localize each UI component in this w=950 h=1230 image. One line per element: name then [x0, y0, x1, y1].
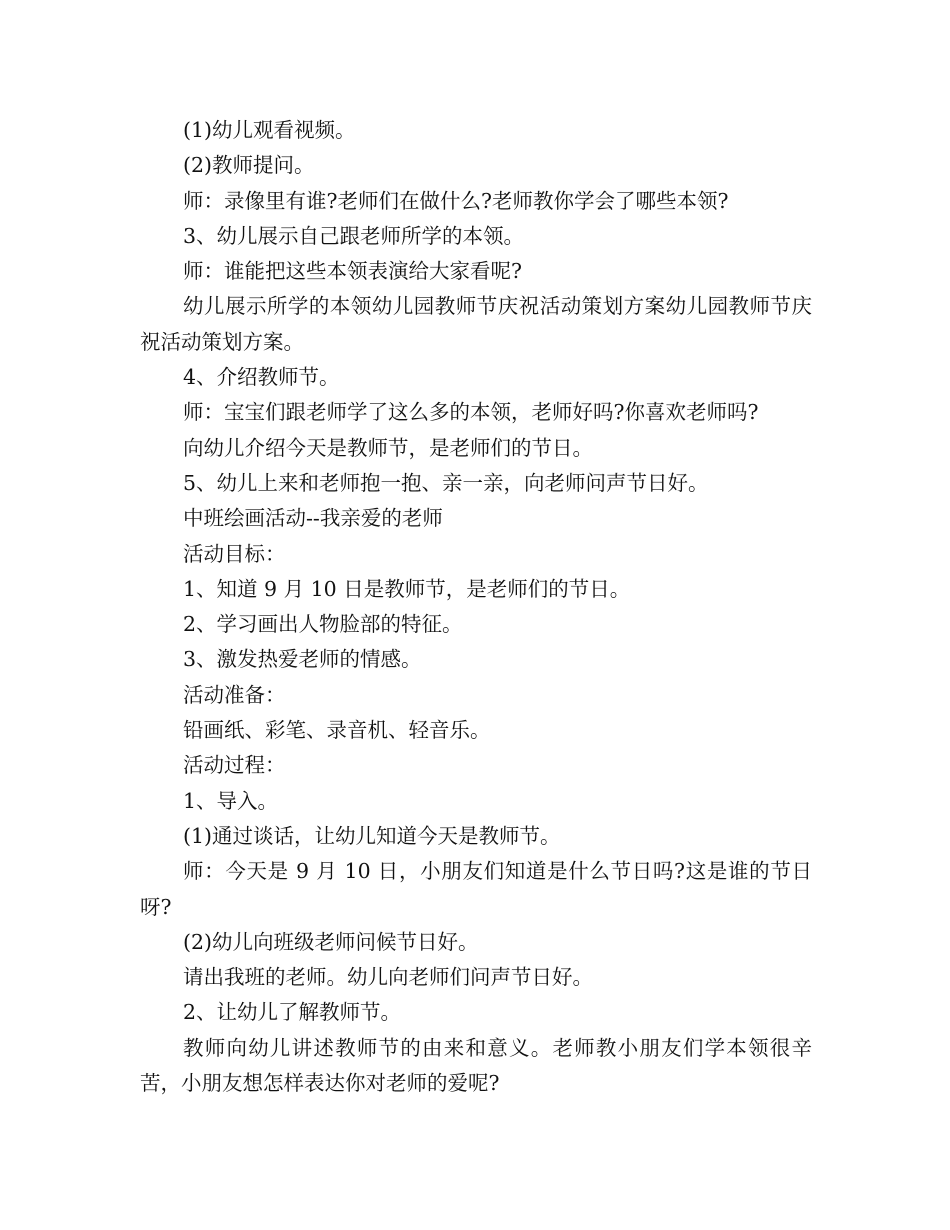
paragraph: 2、学习画出人物脸部的特征。 [183, 612, 463, 637]
paragraph: 5、幼儿上来和老师抱一抱、亲一亲，向老师问声节日好。 [183, 470, 709, 495]
paragraph: 3、激发热爱老师的情感。 [183, 647, 422, 672]
paragraph: (2)幼儿向班级老师问候节日好。 [183, 929, 479, 954]
paragraph: 幼儿展示所学的本领幼儿园教师节庆祝活动策划方案幼儿园教师节庆祝活动策划方案。 [140, 294, 812, 354]
paragraph: (2)教师提问。 [183, 153, 315, 178]
paragraph: 师：今天是 9 月 10 日，小朋友们知道是什么节日吗?这是谁的节日呀? [140, 859, 812, 919]
paragraph: (1)通过谈话，让幼儿知道今天是教师节。 [183, 823, 561, 848]
section-heading: 中班绘画活动--我亲爱的老师 [183, 506, 443, 531]
paragraph: 活动过程： [183, 753, 286, 778]
paragraph: 向幼儿介绍今天是教师节，是老师们的节日。 [183, 435, 593, 460]
paragraph: 1、知道 9 月 10 日是教师节，是老师们的节日。 [183, 576, 631, 601]
paragraph: 4、介绍教师节。 [183, 365, 340, 390]
paragraph: 2、让幼儿了解教师节。 [183, 1000, 402, 1025]
paragraph: (1)幼儿观看视频。 [183, 118, 356, 142]
paragraph: 活动目标： [183, 541, 286, 566]
paragraph: 铅画纸、彩笔、录音机、轻音乐。 [183, 718, 491, 743]
paragraph: 师：宝宝们跟老师学了这么多的本领，老师好吗?你喜欢老师吗? [183, 400, 759, 425]
paragraph: 1、导入。 [183, 788, 279, 813]
paragraph: 活动准备： [183, 682, 286, 707]
paragraph: 3、幼儿展示自己跟老师所学的本领。 [183, 223, 525, 248]
document-body [140, 113, 812, 1101]
paragraph: 师：录像里有谁?老师们在做什么?老师教你学会了哪些本领? [183, 188, 729, 213]
paragraph: 师：谁能把这些本领表演给大家看呢? [183, 259, 522, 284]
paragraph: 请出我班的老师。幼儿向老师们问声节日好。 [183, 965, 593, 990]
paragraph: 教师向幼儿讲述教师节的由来和意义。老师教小朋友们学本领很辛苦，小朋友想怎样表达你对老师的爱呢? [140, 1035, 812, 1096]
